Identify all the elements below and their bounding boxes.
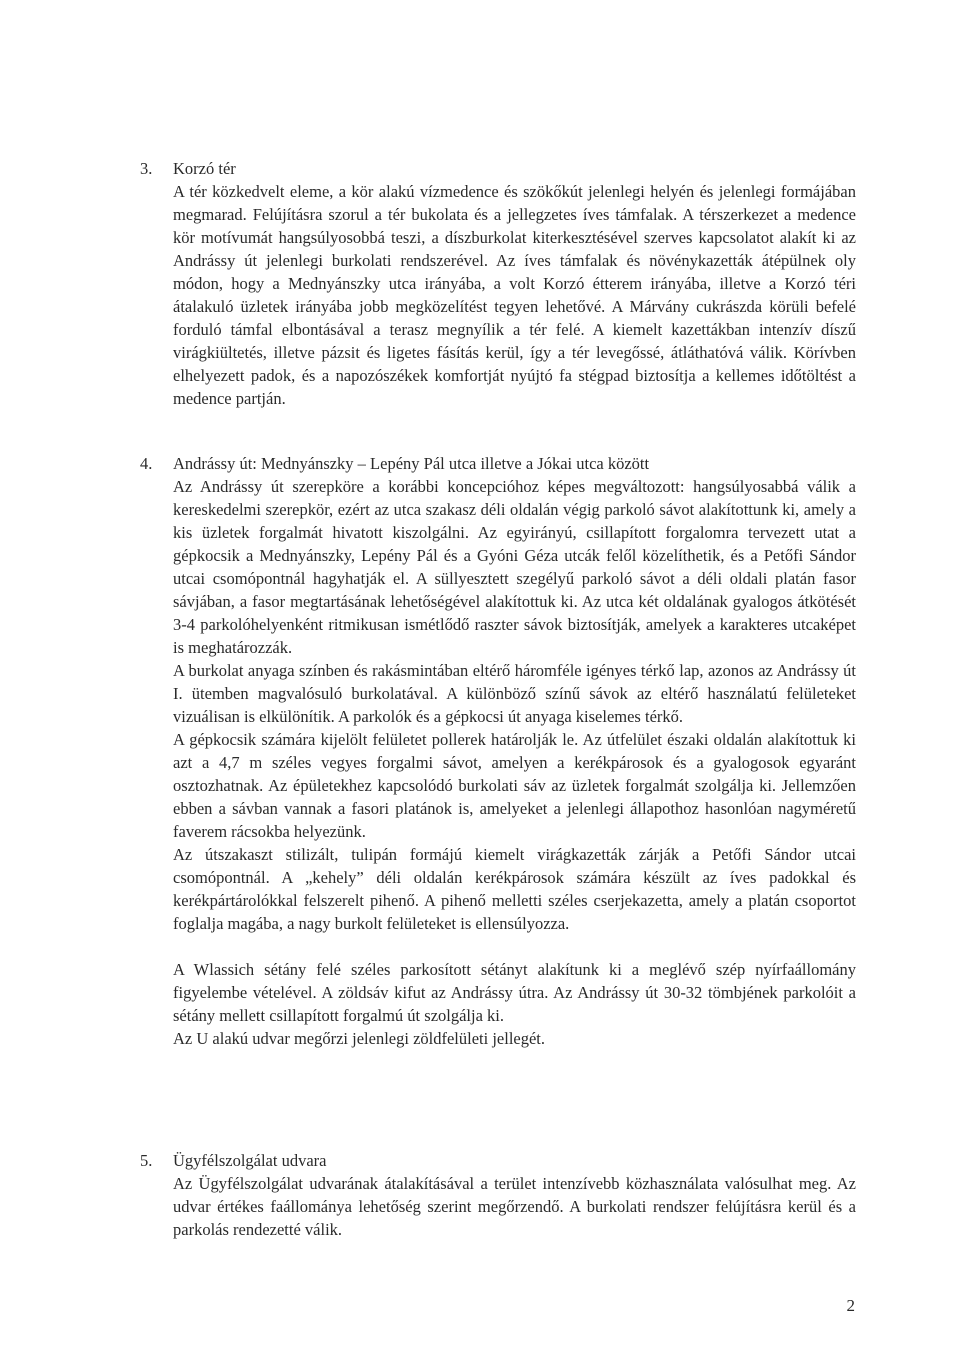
paragraph: Az útszakaszt stilizált, tulipán formájú kiemelt virágkazetták zárják a Petőfi Sándor utcai csomópontnál. A „kehely” déli oldalán kerékpárosok számára készült az íves padokkal és kerékpártárolókkal felszerelt pihenő. A pihenő melletti széles cserjekazetta, amely a platán csoportot foglalja magába, a nagy burkolt felületeket is ellensúlyozza. (173, 845, 856, 933)
paragraph: Az U alakú udvar megőrzi jelenlegi zöldfelületi jellegét. (173, 1029, 546, 1048)
section-heading (140, 1149, 856, 1172)
section-heading (140, 157, 856, 180)
section-body (173, 475, 856, 1050)
paragraph: Az Andrássy út szerepköre a korábbi koncepcióhoz képes megváltozott: hangsúlyosabbá válik a kereskedelmi szerepkör, ezért az utca szakasz déli oldalán végig parkoló sávot alakítottunk ki, amely a kis üzletek forgalmát hivatott kiszolgálni. Az egyirányú, csillapított forgalomra tervezett utat a gépkocsik a Mednyánszky, Lepény Pál és a Gyóni Géza utcák felől közelíthetik, és a Petőfi Sándor utcai csomópontnál hagyhatják el. A süllyesztett szegélyű parkoló sávot a déli oldali platán fasor sávjában, a fasor megtartásának lehetőségével alakítottuk ki. Az utca két oldalának gyalogos átkötését 3-4 parkolóhelyenként ritmikusan ismétlődő raszter sávok biztosítják, amelyek a karakteres utcaképet is meghatározzák. (173, 477, 856, 657)
section-body (173, 1172, 856, 1241)
section-heading (140, 452, 856, 475)
paragraph: A gépkocsik számára kijelölt felületet pollerek határolják le. Az útfelület északi oldalán alakítottuk ki azt a 4,7 m széles vegyes forgalmi sávot, amelyen a kerékpárosok és a gyalogosok egyaránt osztozhatnak. Az épületekhez kapcsolódó burkolati sáv az üzletek forgalmát szolgálja ki. Jellemzően ebben a sávban vannak a fasori platánok is, amelyeket a jelenlegi állapothoz hasonlóan nagyméretű faverem rácsokba helyezünk. (173, 730, 856, 841)
section-number: 3. (140, 159, 153, 178)
section-andrassy-ut (140, 452, 856, 1050)
section-title: Ügyfélszolgálat udvara (173, 1151, 327, 1170)
section-body (173, 180, 856, 410)
paragraph: Az Ügyfélszolgálat udvarának átalakításával a terület intenzívebb közhasználata valósulhat meg. Az udvar értékes faállománya lehetőség szerint megőrzendő. A burkolati rendszer felújításra kerül és a parkolás rendezetté válik. (173, 1174, 856, 1239)
paragraph: A burkolat anyaga színben és rakásmintában eltérő háromféle igényes térkő lap, azonos az Andrássy út I. ütemben magvalósuló burkolatával. A különböző színű sávok az eltérő használatú felületeket vizuálisan is elkülönítik. A parkolók és a gépkocsi út anyaga kiselemes térkő. (173, 661, 856, 726)
paragraph: A tér közkedvelt eleme, a kör alakú vízmedence és szökőkút jelenlegi helyén és jelenlegi formájában megmarad. Felújításra szorul a tér bukolata és a jellegzetes íves támfalak. A térszerkezet a medence kör motívumát hangsúlyosobbá teszi, a díszburkolat kiterkesztésével szerves kapcsolatot alakít ki az Andrássy út jelenlegi burkolati rendszerével. Az íves támfalak és növénykazetták átépülnek oly módon, hogy a Mednyánszky utca irányába, a volt Korzó étterem irányába, illetve a Korzó téri átalakuló üzletek irányába jobb megközelítést tegyen lehetővé. A Márvány cukrászda körüli befelé forduló támfal elbontásával a terasz megnyílik a tér felé. A kiemelt kazettákban intenzív díszű virágkiültetés, illetve pázsit és ligetes fásítás kerül, így a tér levegőssé, átláthatóvá válik. Körívben elhelyezett padok, és a napozószékek komfortját nyújtó fa stégpad biztosítja a kellemes időtöltést a medence partján. (173, 182, 856, 408)
section-title: Andrássy út: Mednyánszky – Lepény Pál utca illetve a Jókai utca között (173, 454, 650, 473)
section-number: 4. (140, 454, 153, 473)
section-number: 5. (140, 1151, 153, 1170)
section-ugyfelszolgalat-udvara (140, 1149, 856, 1241)
page-number: 2 (846, 1296, 855, 1315)
section-title: Korzó tér (173, 159, 236, 178)
section-korzo-ter (140, 157, 856, 410)
paragraph: A Wlassich sétány felé széles parkosított sétányt alakítunk ki a meglévő szép nyírfaállomány figyelembe vételével. A zöldsáv kifut az Andrássy útra. Az Andrássy út 30-32 tömbjének parkolóit a sétány mellett csillapított forgalmú út szolgálja ki. (173, 960, 856, 1025)
